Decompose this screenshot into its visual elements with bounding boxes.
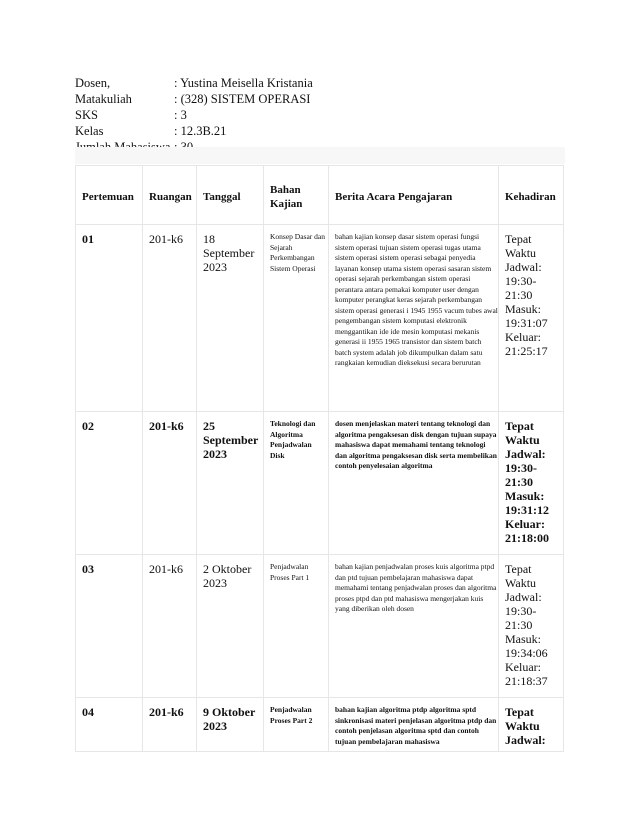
cell-ruangan: 201-k6 <box>143 412 197 555</box>
cell-tanggal: 2 Oktober 2023 <box>197 555 264 698</box>
cell-ruangan: 201-k6 <box>143 555 197 698</box>
table-row <box>76 698 564 752</box>
cell-tanggal: 9 Oktober 2023 <box>197 698 264 752</box>
cell-ruangan: 201-k6 <box>143 225 197 412</box>
kelas-label: Kelas <box>75 124 104 138</box>
table-row <box>76 412 564 555</box>
kelas-value: : 12.3B.21 <box>174 124 227 138</box>
table-header-row <box>76 166 564 225</box>
course-info <box>75 75 565 155</box>
cell-berita-acara: dosen menjelaskan materi tentang teknologi dan algoritma pengaksesan disk dengan tujuan supaya mahasiswa dapat memahami tentang teknologi dan algoritma pengaksesan disk serta membelikan contoh penyelesaian algoritma <box>329 412 499 555</box>
cell-bahan-kajian: Konsep Dasar dan Sejarah Perkembangan Sistem Operasi <box>264 225 329 412</box>
info-row-matakuliah <box>75 91 565 107</box>
cell-bahan-kajian: Penjadwalan Proses Part 1 <box>264 555 329 698</box>
dosen-value: : Yustina Meisella Kristania <box>174 76 313 90</box>
cell-tanggal: 25 September 2023 <box>197 412 264 555</box>
sks-value: : 3 <box>174 108 187 122</box>
cell-berita-acara: bahan kajian penjadwalan proses kuis algoritma ptpd dan ptd tujuan pembelajaran mahasiswa dapat memahami tentang penjadwalan proses dan algoritma proses ptpd dan ptd mahasiswa mengerjakan kuis yang diberikan oleh dosen <box>329 555 499 698</box>
info-row-kelas <box>75 123 565 139</box>
cell-pertemuan: 03 <box>76 555 143 698</box>
cell-berita-acara: bahan kajian konsep dasar sistem operasi fungsi sistem operasi tujuan sistem operasi tugas utama sistem operasi sistem operasi sebagai penyedia layanan konsep utama sistem operasi sasaran sistem operasi sejarah perkembangan sistem operasi perantara antara pemakai komputer user dengan komputer perangkat keras sejarah perkembangan sistem operasi generasi i 1945 1955 vacum tubes awal pengembangan sistem komputasi elektronik menggantikan ide ide mesin komputasi mekanis generasi ii 1955 1965 transistor dan sistem batch batch system adalah job dikumpulkan dalam satu rangkaian kemudian dieksekusi secara berurutan <box>329 225 499 412</box>
col-header-berita-acara: Berita Acara Pengajaran <box>329 166 499 225</box>
matakuliah-label: Matakuliah <box>75 92 132 106</box>
col-header-pertemuan: Pertemuan <box>76 166 143 225</box>
cell-tanggal: 18 September 2023 <box>197 225 264 412</box>
attendance-table <box>75 165 564 752</box>
dosen-label: Dosen, <box>75 76 111 90</box>
cell-kehadiran: Tepat Waktu Jadwal: 19:30-21:30 Masuk: 19:31:12 Keluar: 21:18:00 <box>499 412 564 555</box>
table-row <box>76 555 564 698</box>
col-header-tanggal: Tanggal <box>197 166 264 225</box>
cell-pertemuan: 02 <box>76 412 143 555</box>
col-header-ruangan: Ruangan <box>143 166 197 225</box>
info-row-sks <box>75 107 565 123</box>
cell-bahan-kajian: Teknologi dan Algoritma Penjadwalan Disk <box>264 412 329 555</box>
cell-pertemuan: 04 <box>76 698 143 752</box>
sks-label: SKS <box>75 108 98 122</box>
cell-berita-acara: bahan kajian algoritma ptdp algoritma sptd sinkronisasi materi penjelasan algoritma ptdp dan contoh penjelasan algoritma sptd dan contoh tujuan pembelajaran mahasiswa <box>329 698 499 752</box>
cell-pertemuan: 01 <box>76 225 143 412</box>
cell-kehadiran: Tepat Waktu Jadwal: 19:30-21:30 Masuk: 19:31:07 Keluar: 21:25:17 <box>499 225 564 412</box>
info-row-dosen <box>75 75 565 91</box>
divider-band <box>75 147 565 164</box>
cell-kehadiran: Tepat Waktu Jadwal: <box>499 698 564 752</box>
col-header-bahan-kajian: Bahan Kajian <box>264 166 329 225</box>
cell-ruangan: 201-k6 <box>143 698 197 752</box>
matakuliah-value: : (328) SISTEM OPERASI <box>174 92 311 106</box>
table-row <box>76 225 564 412</box>
cell-bahan-kajian: Penjadwalan Proses Part 2 <box>264 698 329 752</box>
cell-kehadiran: Tepat Waktu Jadwal: 19:30-21:30 Masuk: 19:34:06 Keluar: 21:18:37 <box>499 555 564 698</box>
col-header-kehadiran: Kehadiran <box>499 166 564 225</box>
